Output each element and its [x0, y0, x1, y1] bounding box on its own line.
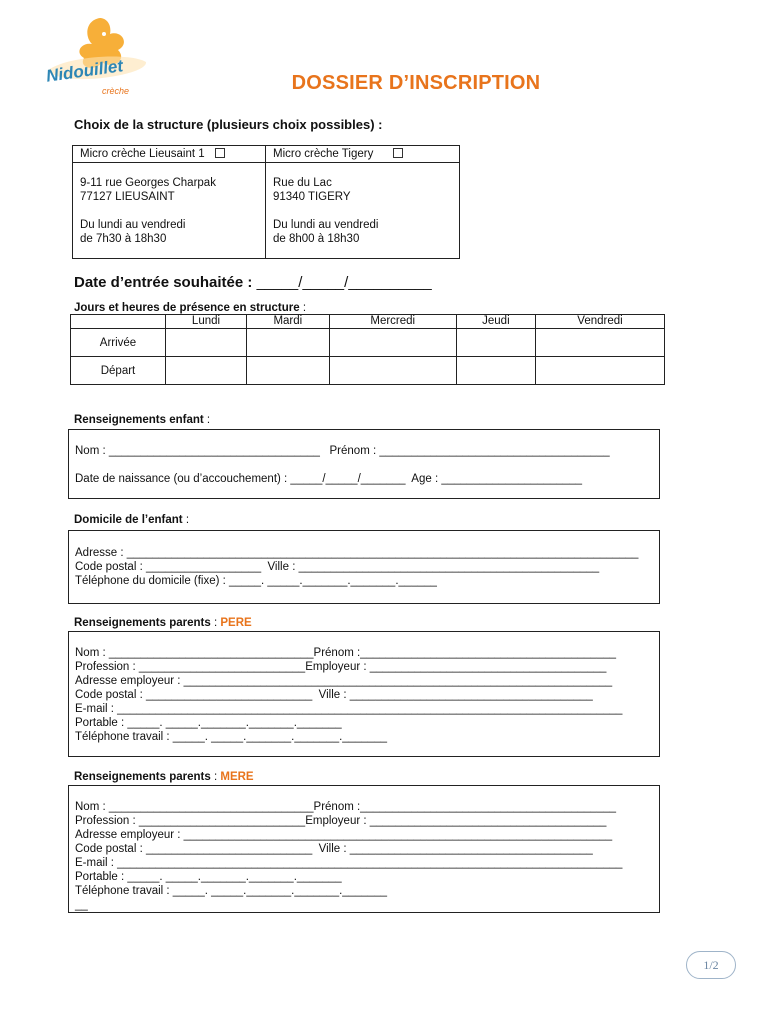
- schedule-cell[interactable]: [246, 357, 329, 385]
- home-info-box: [68, 530, 660, 604]
- father-label-bold: Renseignements parents: [74, 617, 211, 629]
- structure-checkbox-tigery[interactable]: [393, 148, 403, 158]
- schedule-cell[interactable]: [456, 329, 535, 357]
- structure-option-lieusaint: [73, 146, 266, 258]
- structure-address: [273, 176, 351, 204]
- structure-checkbox-lieusaint[interactable]: [215, 148, 225, 158]
- father-employer-address-line[interactable]: Adresse employeur : ___________________________________________________________________: [75, 675, 613, 687]
- home-address-line[interactable]: Adresse : ________________________________________________________________________________: [75, 547, 639, 559]
- address-line: Rue du Lac: [273, 177, 332, 189]
- structure-choice-table: [72, 145, 460, 259]
- schedule-table: [70, 314, 665, 385]
- schedule-row-arrival: [71, 329, 665, 357]
- structure-option-name: Micro crèche Lieusaint 1: [80, 148, 205, 160]
- schedule-row-label: Arrivée: [71, 329, 166, 357]
- hours-line: Du lundi au vendredi: [273, 219, 379, 231]
- father-work-phone-line[interactable]: Téléphone travail : _____. _____._______._______._______: [75, 731, 388, 743]
- father-profession-line[interactable]: Profession : __________________________Employeur : _____________________________________: [75, 661, 607, 673]
- document-title: DOSSIER D’INSCRIPTION: [291, 72, 541, 94]
- home-phone-line[interactable]: Téléphone du domicile (fixe) : _____. _____._______._______.______: [75, 575, 437, 587]
- structure-option-tigery: [266, 146, 459, 258]
- schedule-cell[interactable]: [329, 357, 456, 385]
- schedule-cell[interactable]: [329, 329, 456, 357]
- schedule-label: [74, 302, 306, 314]
- address-line: 9-11 rue Georges Charpak: [80, 177, 216, 189]
- schedule-cell[interactable]: [536, 357, 665, 385]
- mother-label-suffix: :: [210, 771, 221, 783]
- child-birth-line[interactable]: Date de naissance (ou d’accouchement) : _____/_____/_______ Age : ______________________: [75, 473, 583, 485]
- entry-date-field[interactable]: _____/_____/__________: [256, 274, 432, 291]
- page-number: 1/2: [686, 951, 736, 979]
- father-tag: PERE: [220, 617, 252, 629]
- schedule-cell[interactable]: [166, 329, 247, 357]
- father-info-box: [68, 631, 660, 757]
- mother-label-bold: Renseignements parents: [74, 771, 211, 783]
- mother-city-line[interactable]: Code postal : __________________________ Ville : ______________________________________: [75, 843, 593, 855]
- structure-option-name: Micro crèche Tigery: [273, 148, 374, 160]
- father-name-line[interactable]: Nom : ________________________________Prénom :________________________________________: [75, 647, 617, 659]
- father-mobile-line[interactable]: Portable : _____. _____._______._______._______: [75, 717, 342, 729]
- structure-option-header: [73, 146, 265, 163]
- schedule-cell[interactable]: [456, 357, 535, 385]
- father-label-suffix: :: [210, 617, 221, 629]
- schedule-day-header: Vendredi: [536, 315, 665, 329]
- address-line: 91340 TIGERY: [273, 191, 351, 203]
- address-line: 77127 LIEUSAINT: [80, 191, 175, 203]
- hours-line: de 7h30 à 18h30: [80, 233, 167, 245]
- home-section-label: [74, 514, 189, 526]
- child-label-suffix: :: [203, 414, 211, 426]
- mother-extra-line: __: [75, 899, 88, 911]
- schedule-corner-cell: [71, 315, 166, 329]
- schedule-day-header: Jeudi: [456, 315, 535, 329]
- mother-profession-line[interactable]: Profession : __________________________Employeur : _____________________________________: [75, 815, 607, 827]
- mother-mobile-line[interactable]: Portable : _____. _____._______._______._______: [75, 871, 342, 883]
- child-section-label: [74, 414, 210, 426]
- mother-info-box: [68, 785, 660, 913]
- home-label-bold: Domicile de l’enfant: [74, 514, 183, 526]
- schedule-row-label: Départ: [71, 357, 166, 385]
- schedule-cell[interactable]: [536, 329, 665, 357]
- structure-hours: [80, 218, 186, 246]
- structure-hours: [273, 218, 379, 246]
- structure-option-header: [266, 146, 459, 163]
- home-label-suffix: :: [182, 514, 190, 526]
- entry-date-row: [74, 274, 432, 291]
- logo-sub-text: crèche: [102, 86, 130, 96]
- schedule-day-header: Mardi: [246, 315, 329, 329]
- structure-choice-label: Choix de la structure (plusieurs choix possibles) :: [74, 117, 383, 132]
- hours-line: Du lundi au vendredi: [80, 219, 186, 231]
- father-section-label: [74, 617, 252, 629]
- mother-section-label: [74, 771, 254, 783]
- home-city-line[interactable]: Code postal : __________________ Ville : _______________________________________________: [75, 561, 600, 573]
- child-info-box: [68, 429, 660, 499]
- schedule-label-suffix: :: [299, 302, 307, 314]
- mother-tag: MERE: [220, 771, 254, 783]
- child-label-bold: Renseignements enfant: [74, 414, 204, 426]
- schedule-cell[interactable]: [246, 329, 329, 357]
- schedule-header-row: [71, 315, 665, 329]
- schedule-day-header: Lundi: [166, 315, 247, 329]
- logo-brand-text: Nidouillet: [44, 56, 125, 86]
- structure-address: [80, 176, 216, 204]
- schedule-day-header: Mercredi: [329, 315, 456, 329]
- mother-name-line[interactable]: Nom : ________________________________Prénom :________________________________________: [75, 801, 617, 813]
- schedule-label-bold: Jours et heures de présence en structure: [74, 302, 300, 314]
- schedule-row-departure: [71, 357, 665, 385]
- hours-line: de 8h00 à 18h30: [273, 233, 360, 245]
- child-name-line[interactable]: Nom : _________________________________ Prénom : ____________________________________: [75, 445, 610, 457]
- entry-date-label: Date d’entrée souhaitée :: [74, 274, 253, 291]
- father-email-line[interactable]: E-mail : _______________________________________________________________________________: [75, 703, 623, 715]
- mother-email-line[interactable]: E-mail : _______________________________________________________________________________: [75, 857, 623, 869]
- mother-work-phone-line[interactable]: Téléphone travail : _____. _____._______._______._______: [75, 885, 388, 897]
- mother-employer-address-line[interactable]: Adresse employeur : ___________________________________________________________________: [75, 829, 613, 841]
- father-city-line[interactable]: Code postal : __________________________ Ville : ______________________________________: [75, 689, 593, 701]
- schedule-cell[interactable]: [166, 357, 247, 385]
